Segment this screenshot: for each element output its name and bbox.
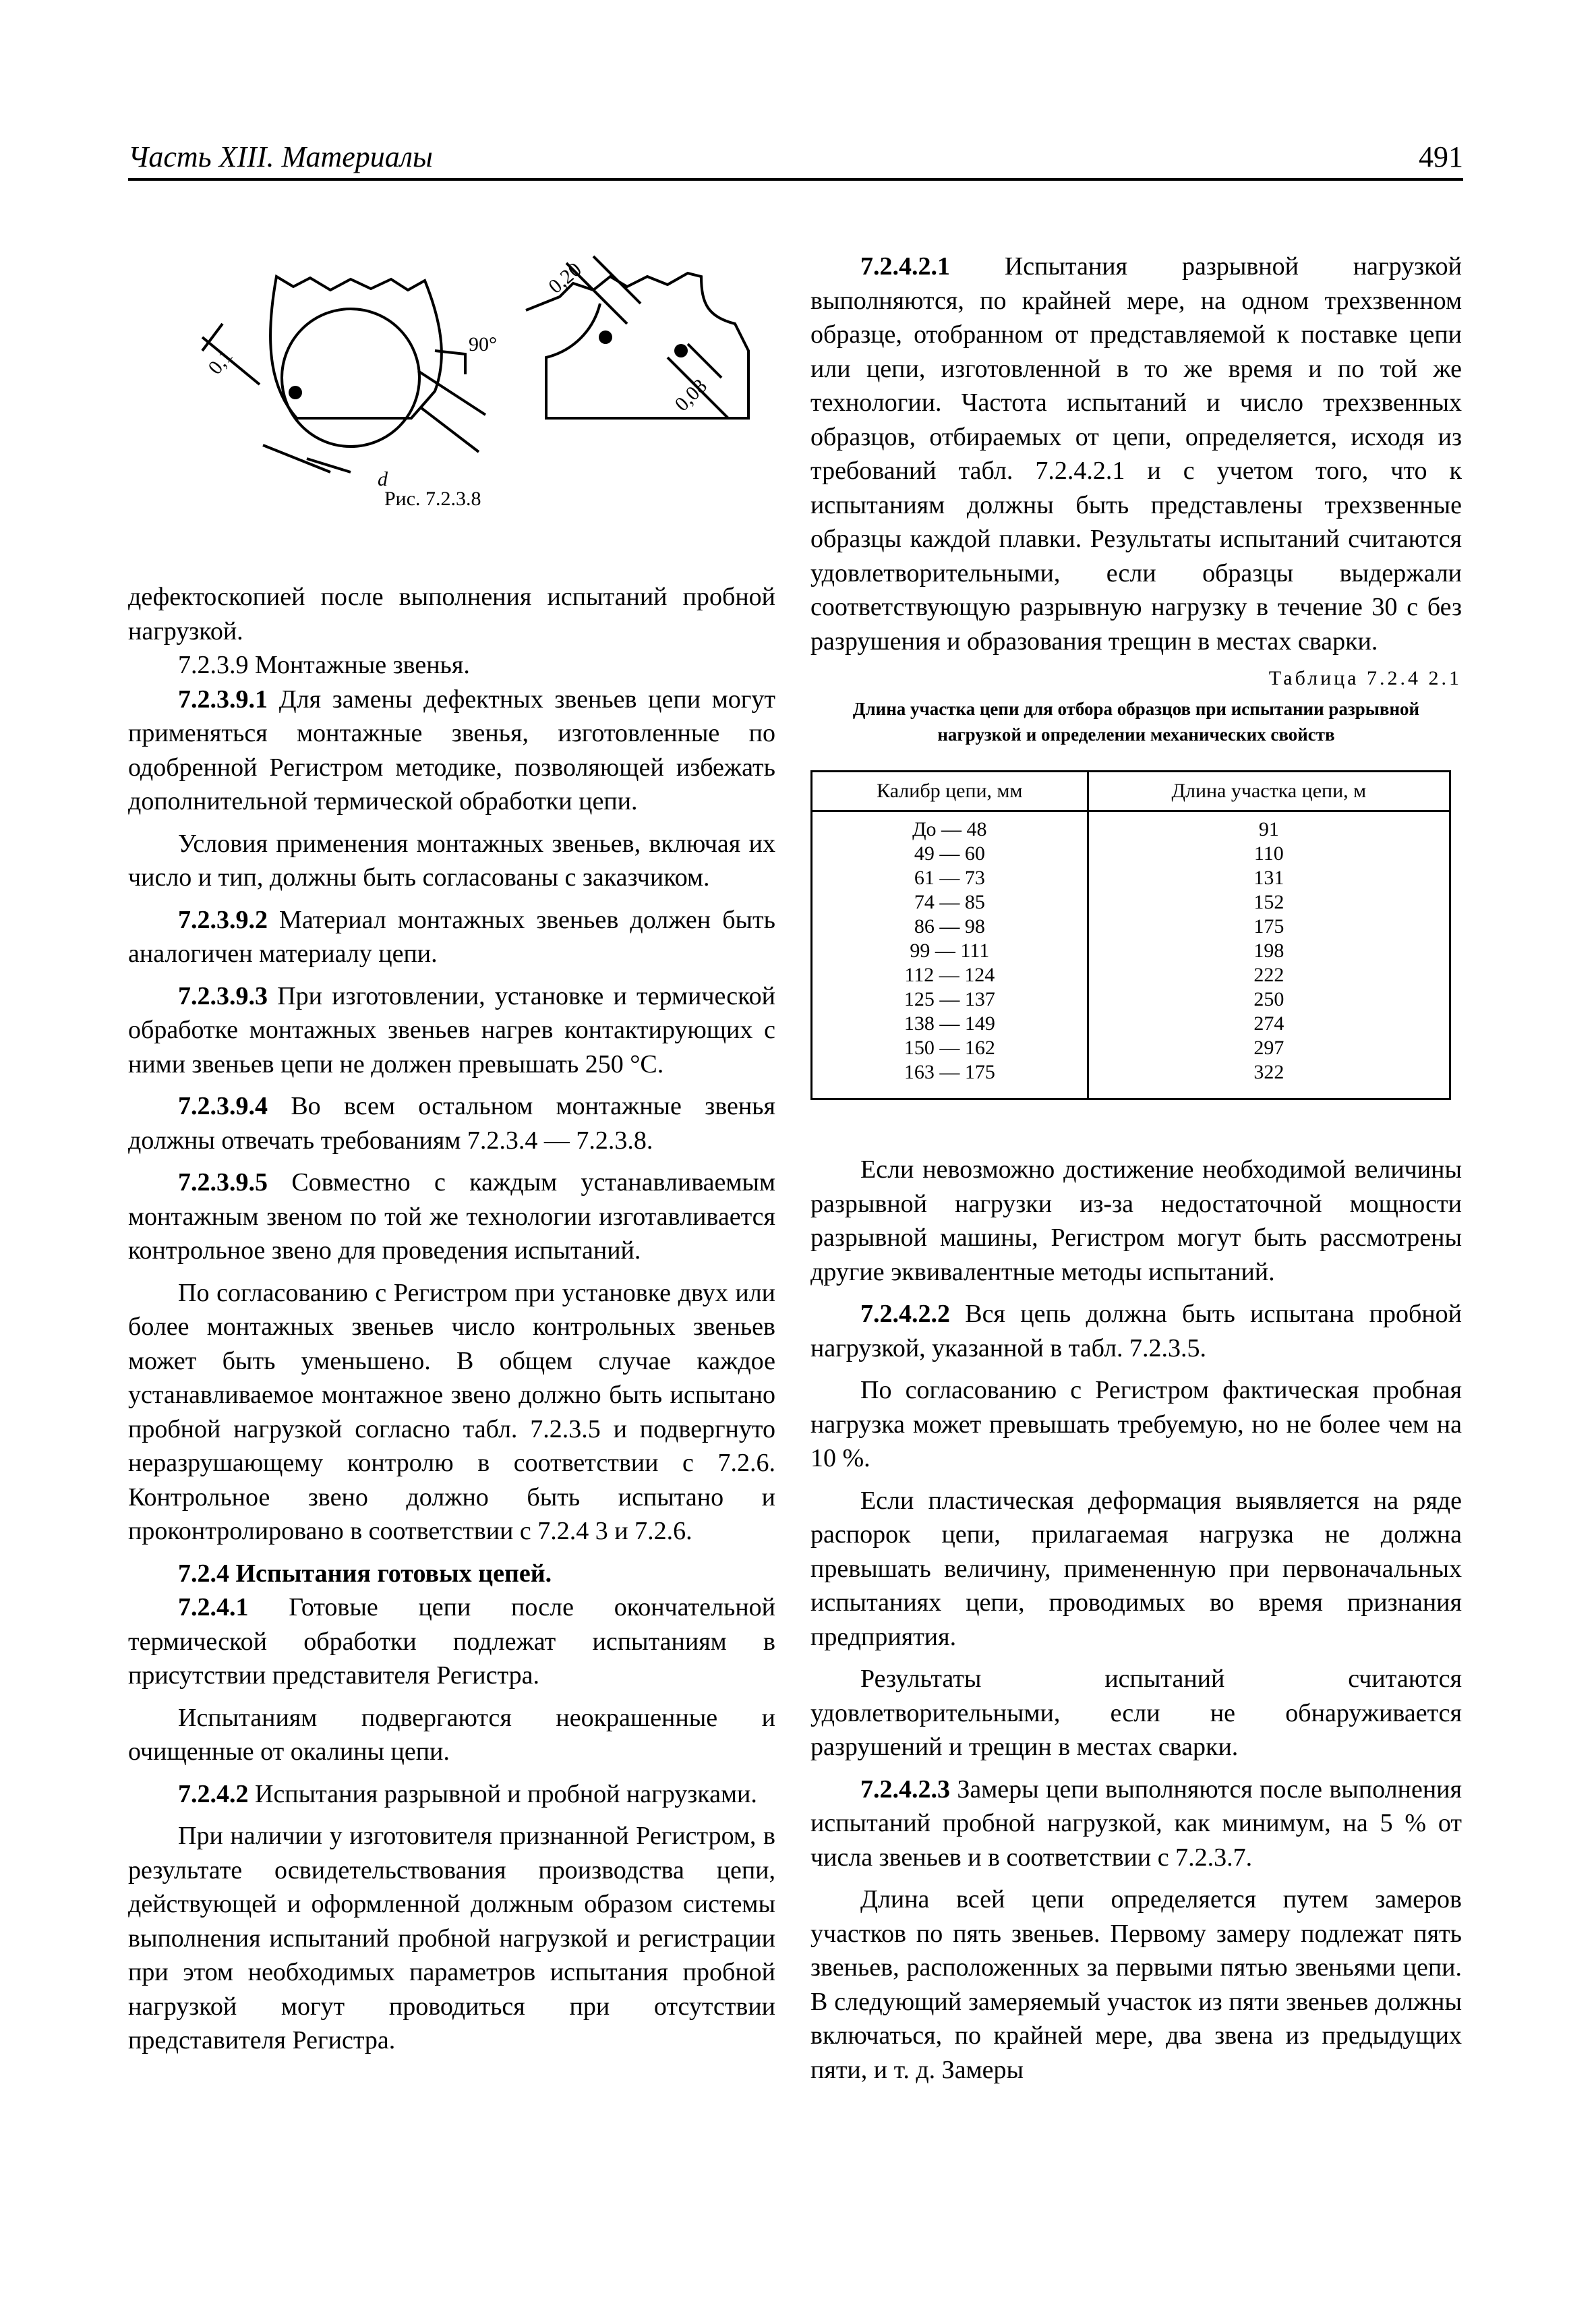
paragraph: Результаты испытаний считаются удовлетворительными, если не обнаруживается разрушений и трещин в местах сварки.: [810, 1665, 1462, 1761]
label-008: 0,08: [670, 374, 711, 416]
page-header: [128, 135, 1463, 181]
paragraph: 7.2.3.9.2 Материал монтажных звеньев должен быть аналогичен материалу цепи.: [128, 905, 775, 968]
clause-number: 7.2.3.9.5: [178, 1168, 268, 1197]
table-row: 86 — 98 175: [812, 915, 1450, 939]
clause-number: 7.2.4.1: [178, 1593, 249, 1621]
paragraph: 7.2.3.9.5 Совместно с каждым устанавливаемым монтажным звеном по той же технологии изготавливается контрольное звено для проведения испытаний.: [128, 1168, 775, 1265]
paragraph: 7.2.4.2.3 Замеры цепи выполняются после выполнения испытаний пробной нагрузкой, как минимум, на 5 % от числа звеньев и в соответствии с 7.2.3.7.: [810, 1775, 1462, 1872]
clause-number: 7.2.3.9.4: [178, 1092, 268, 1120]
dim-line-d: [263, 445, 330, 472]
table-row: 150 — 162 297: [812, 1036, 1450, 1060]
paragraph: 7.2.3.9.1 Для замены дефектных звеньев цепи могут применяться монтажные звенья, изготовленные по одобренной Регистром методике, позволяющей избежать дополнительной термической обработки цепи.: [128, 685, 775, 815]
paragraph: 7.2.3.9.3 При изготовлении, установке и термической обработке монтажных звеньев нагрев контактирующих с ними звеньев цепи не должен превышать 250 °С.: [128, 981, 775, 1078]
paragraph: 7.2.4.1 Готовые цепи после окончательной термической обработки подлежат испытаниям в присутствии представителя Регистра.: [128, 1593, 775, 1690]
table-row: 99 — 111 198: [812, 939, 1450, 963]
table-row: 112 — 124 222: [812, 963, 1450, 987]
chain-link-diagram: [128, 250, 775, 492]
table-row: 138 — 149 274: [812, 1012, 1450, 1036]
table-row: 125 — 137 250: [812, 987, 1450, 1012]
table-header-length: Длина участка цепи, м: [1088, 772, 1450, 811]
table-row: 49 — 60 110: [812, 842, 1450, 866]
paragraph: Если пластическая деформация выявляется на ряде распорок цепи, прилагаемая нагрузка не должна превышать величину, примененную при первоначальных испытаниях цепи, проводимых во время признания предприятия.: [810, 1486, 1462, 1651]
running-title: Часть XIII. Материалы: [128, 140, 433, 173]
paragraph: Если невозможно достижение необходимой величины разрывной нагрузки из-за недостаточной мощности разрывной машины, Регистром могут быть рассмотрены другие эквивалентные методы испытаний.: [810, 1155, 1462, 1286]
paragraph: 7.2.4.2.2 Вся цепь должна быть испытана пробной нагрузкой, указанной в табл. 7.2.3.5.: [810, 1300, 1462, 1362]
clause-number: 7.2.4.2.1: [860, 252, 950, 281]
clause-number: 7.2.3.9.3: [178, 981, 268, 1010]
figure-caption: Рис. 7.2.3.8: [384, 488, 481, 510]
label-01: 0,1: [204, 345, 237, 379]
clause-number: 7.2.3.9.2: [178, 905, 268, 934]
paragraph: 7.2.3.9.4 Во всем остальном монтажные звенья должны отвечать требованиям 7.2.3.4 — 7.2.3.8.: [128, 1092, 775, 1155]
paragraph: По согласованию с Регистром фактическая пробная нагрузка может превышать требуемую, но не более чем на 10 %.: [810, 1376, 1462, 1472]
clause-number: 7.2.3.9.1: [178, 685, 268, 714]
table-row: 163 — 175 322: [812, 1060, 1450, 1099]
table-title: Длина участка цепи для отбора образцов при испытании разрывной нагрузкой и определении механических свойств: [852, 699, 1420, 745]
left-column: [128, 250, 775, 2058]
paragraph: 7.2.4.2 Испытания разрывной и пробной нагрузками.: [178, 1779, 757, 1808]
paragraph: По согласованию с Регистром при установке двух или более монтажных звеньев число контрольных звеньев может быть уменьшено. В общем случае каждое устанавливаемое монтажное звено должно быть испытано пробной нагрузкой согласно табл. 7.2.3.5 и подвергнуто неразрушающему контролю в соответствии с 7.2.6. Контрольное звено должно быть испытано и проконтролировано в соответствии с 7.2.4 3 и 7.2.6.: [128, 1278, 775, 1545]
section-heading: 7.2.3.9 Монтажные звенья.: [178, 651, 470, 679]
table-row: 61 — 73 131: [812, 866, 1450, 890]
paragraph: Длина всей цепи определяется путем замеров участков по пять звеньев. Первому замеру подлежат пять звеньев, расположенных за первыми пятью звеньями цепи. В следующий замеряемый участок из пяти звеньев должны включаться, по крайней мере, два звена из предыдущих пяти, и т. д. Замеры: [810, 1885, 1462, 2084]
table-row: До — 48 91: [812, 811, 1450, 842]
clause-number: 7.2.4.2.2: [860, 1300, 950, 1328]
table-number: Таблица 7.2.4 2.1: [1268, 667, 1462, 689]
paragraph: Условия применения монтажных звеньев, включая их число и тип, должны быть согласованы с заказчиком.: [128, 829, 775, 892]
right-column: [810, 250, 1462, 2087]
paragraph: Испытаниям подвергаются неокрашенные и очищенные от окалины цепи.: [128, 1703, 775, 1766]
section-heading: 7.2.4 Испытания готовых цепей.: [178, 1559, 552, 1588]
clause-number: 7.2.4.2.3: [860, 1775, 950, 1804]
page-number: 491: [1419, 140, 1463, 173]
paragraph: 7.2.4.2.1 Испытания разрывной нагрузкой выполняются, по крайней мере, на одном трехзвенном образце, отобранном от представляемой к поставке цепи или цепи, изготовленной в то же время и по той же технологии. Частота испытаний и число трехзвенных образцов, отбираемых от цепи, определяется, исходя из требований табл. 7.2.4.2.1 и с учетом того, что к испытаниям должны быть представлены трехзвенные образцы каждой плавки. Результаты испытаний считаются удовлетворительными, если образцы выдержали соответствующую разрывную нагрузку в течение 30 с без разрушения и образования трещин в местах сварки.: [810, 252, 1462, 656]
label-d: d: [378, 468, 388, 490]
table-row: 74 — 85 152: [812, 890, 1450, 915]
bar-section: [282, 309, 419, 447]
paragraph: дефектоскопией после выполнения испытаний пробной нагрузкой.: [128, 583, 775, 645]
paragraph: При наличии у изготовителя признанной Регистром, в результате освидетельствования производства цепи, действующей и оформленной должным образом системы выполнения испытаний пробной нагрузкой и регистрации при этом необходимых параметров испытания пробной нагрузкой могут проводиться при отсутствии представителя Регистра.: [128, 1822, 775, 2054]
clause-number: 7.2.4.2: [178, 1779, 249, 1808]
label-90: 90°: [469, 333, 497, 355]
chain-length-table: [810, 770, 1451, 1100]
table-header-caliber: Калибр цепи, мм: [812, 772, 1088, 811]
figure-7-2-3-8: [128, 250, 775, 533]
label-020: 0,20: [544, 258, 586, 298]
